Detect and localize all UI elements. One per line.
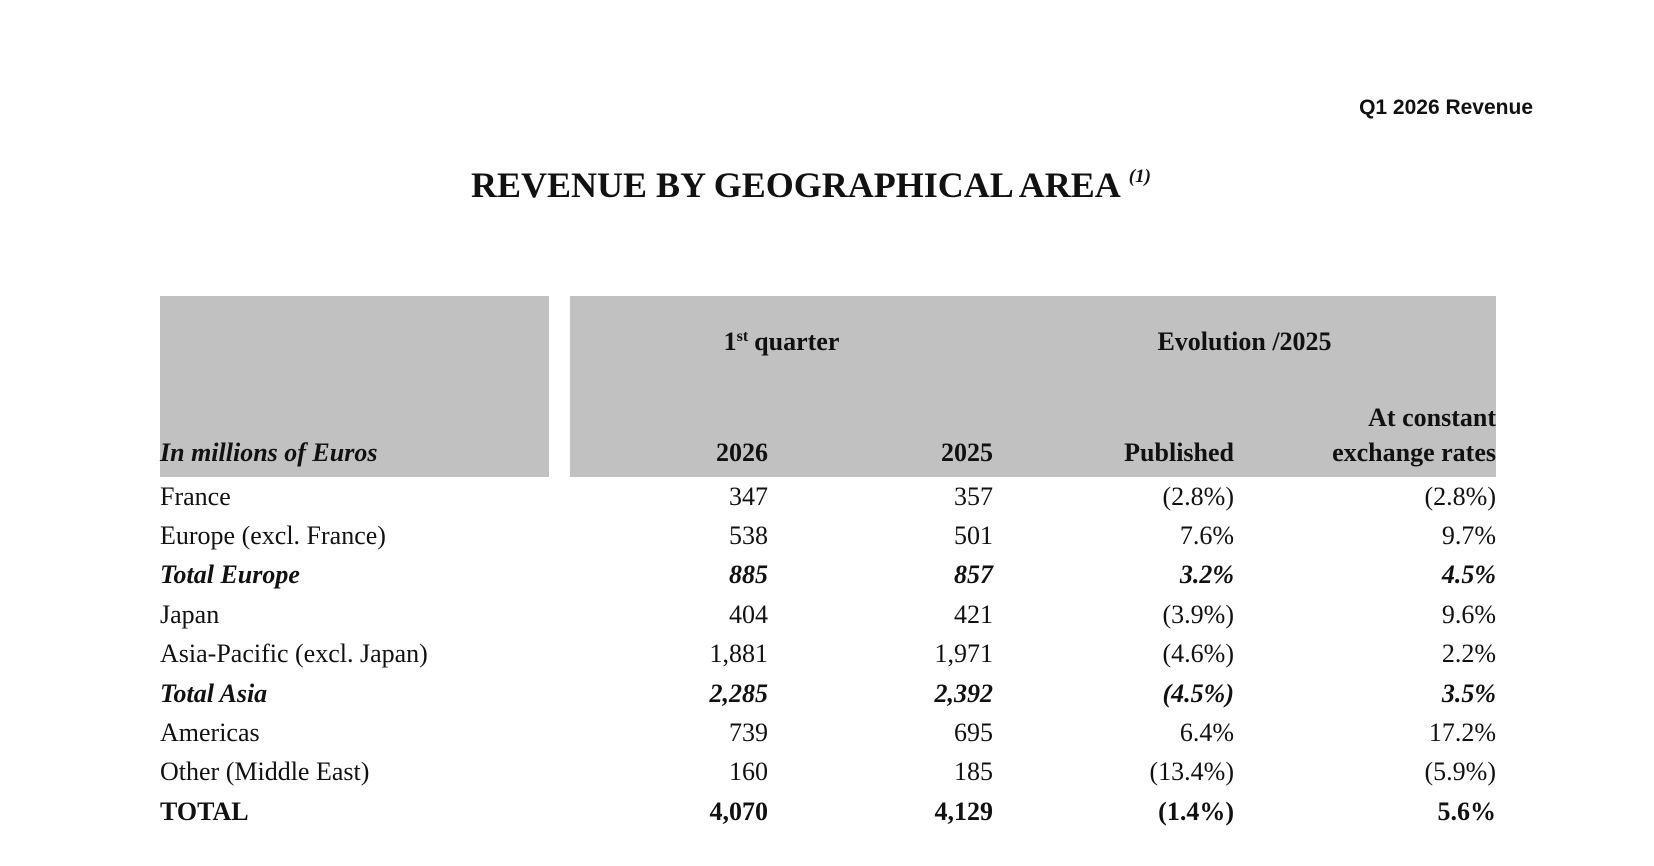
row-label: Asia-Pacific (excl. Japan) [160, 639, 428, 669]
first-quarter-number: 1 [723, 326, 737, 356]
cell-constant-fx: 5.6% [1437, 796, 1496, 826]
group-header-first-quarter [570, 296, 993, 387]
group-header-empty-cell [160, 296, 549, 387]
row-gap [549, 477, 570, 516]
revenue-by-geographical-area-table [160, 296, 1496, 832]
cell-published: (2.8%) [1162, 481, 1234, 511]
cell-2025: 185 [954, 757, 993, 787]
page-title [0, 156, 1622, 206]
table-row-europe-excl-france [160, 516, 1496, 555]
row-gap [549, 713, 570, 752]
title-footnote-marker: (1) [1128, 166, 1151, 187]
col-header-2026: 2026 [570, 387, 768, 477]
cell-published: 7.6% [1179, 521, 1234, 551]
cell-2025: 1,971 [934, 639, 993, 669]
cell-constant-fx: 4.5% [1441, 560, 1496, 590]
row-gap [549, 792, 570, 831]
row-gap [549, 635, 570, 674]
table-row-other-middle-east [160, 753, 1496, 792]
row-label: TOTAL [160, 796, 249, 826]
cell-2026: 347 [729, 481, 768, 511]
cell-published: (13.4%) [1149, 757, 1234, 787]
cell-published: (1.4%) [1158, 796, 1234, 826]
page-title-text: REVENUE BY GEOGRAPHICAL AREA [471, 165, 1121, 205]
cell-2026: 885 [729, 560, 768, 590]
row-label: France [160, 481, 231, 511]
col-header-published: Published [993, 387, 1234, 477]
cell-2026: 160 [729, 757, 768, 787]
cell-published: 3.2% [1179, 560, 1234, 590]
cell-published: (4.5%) [1162, 678, 1234, 708]
cell-constant-fx: 17.2% [1428, 718, 1496, 748]
table-row-japan [160, 595, 1496, 634]
row-gap [549, 595, 570, 634]
row-label: Americas [160, 718, 260, 748]
cell-2025: 357 [954, 481, 993, 511]
cell-2025: 2,392 [934, 678, 993, 708]
cell-2026: 4,070 [709, 796, 768, 826]
table-row-asia-pacific [160, 635, 1496, 674]
col-header-constant-fx-line2: exchange rates [1332, 438, 1496, 467]
header-gap [549, 387, 570, 477]
col-header-constant-fx-line1: At constant [1368, 403, 1496, 432]
cell-published: (4.6%) [1162, 639, 1234, 669]
corner-label: Q1 2026 Revenue [1359, 96, 1533, 119]
col-header-2025: 2025 [768, 387, 993, 477]
table-row-total-europe [160, 556, 1496, 595]
column-header-row [160, 387, 1496, 477]
group-header-evolution: Evolution /2025 [993, 296, 1496, 387]
unit-label: In millions of Euros [160, 387, 549, 477]
cell-2026: 538 [729, 521, 768, 551]
row-label: Japan [160, 599, 220, 629]
cell-constant-fx: 3.5% [1441, 678, 1496, 708]
cell-2025: 4,129 [934, 796, 993, 826]
cell-constant-fx: (2.8%) [1424, 481, 1496, 511]
header-gap [549, 296, 570, 387]
table-row-americas [160, 713, 1496, 752]
row-gap [549, 753, 570, 792]
group-header-row [160, 296, 1496, 387]
cell-2026: 404 [729, 599, 768, 629]
cell-2026: 1,881 [709, 639, 768, 669]
cell-constant-fx: 9.6% [1441, 599, 1496, 629]
first-quarter-text: quarter [754, 326, 840, 356]
row-gap [549, 516, 570, 555]
cell-2025: 421 [954, 599, 993, 629]
cell-2026: 739 [729, 718, 768, 748]
row-label: Europe (excl. France) [160, 521, 386, 551]
cell-constant-fx: 9.7% [1441, 521, 1496, 551]
row-label: Total Asia [160, 678, 268, 708]
cell-constant-fx: (5.9%) [1424, 757, 1496, 787]
col-header-constant-fx [1234, 387, 1496, 477]
row-gap [549, 674, 570, 713]
cell-2025: 857 [954, 560, 993, 590]
row-label: Other (Middle East) [160, 757, 370, 787]
cell-published: 6.4% [1179, 718, 1234, 748]
table-row-total [160, 792, 1496, 831]
row-label: Total Europe [160, 560, 300, 590]
first-quarter-ordinal-suffix: st [736, 327, 749, 345]
cell-2025: 695 [954, 718, 993, 748]
cell-published: (3.9%) [1162, 599, 1234, 629]
cell-2026: 2,285 [709, 678, 768, 708]
cell-constant-fx: 2.2% [1441, 639, 1496, 669]
cell-2025: 501 [954, 521, 993, 551]
row-gap [549, 556, 570, 595]
table-row-france [160, 477, 1496, 516]
table-row-total-asia [160, 674, 1496, 713]
